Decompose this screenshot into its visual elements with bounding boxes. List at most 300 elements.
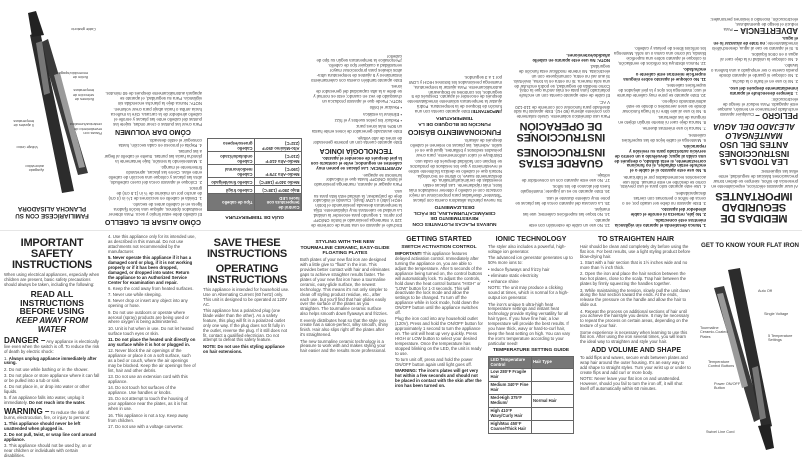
getting-started-column bbox=[395, 234, 483, 390]
heading bbox=[395, 245, 483, 251]
paragraph bbox=[512, 99, 610, 119]
paragraph bbox=[310, 105, 402, 110]
table-row bbox=[208, 152, 302, 165]
paragraph bbox=[4, 396, 100, 406]
text-segment: 5. Si el aparato se cae al agua, desenchúfelo inmediatamente; bbox=[712, 40, 798, 51]
table-header-row bbox=[489, 356, 574, 369]
tecnologia-column bbox=[310, 51, 402, 227]
text-segment: El cabello debe estar limpio y seco. Para obtener resultados óptimos, aplique una loción fijadora ligera en el cabello antes de secarlo. bbox=[108, 202, 202, 217]
text-segment: NOTE: Never leave your flat iron on and unattended. However, should you fail to turn the iron off, it will shut itself off automatically within 60 minutes. bbox=[580, 376, 683, 392]
table-cell: Cabello medio/normal bbox=[208, 165, 255, 178]
text-segment: INSTRUCCIONES DE OPERACIÓN bbox=[516, 120, 606, 144]
table-cell: Medio 340°F (168°C) bbox=[255, 177, 302, 185]
table-row bbox=[208, 177, 302, 185]
swivel-cord bbox=[758, 424, 774, 450]
text-segment: 8. Never drop or insert any object into any opening or hose. bbox=[108, 298, 188, 309]
text-segment: 15. La carcasa del aparato cerca de las placas se pone muy caliente durante el uso. bbox=[515, 195, 610, 206]
text-segment: When using electrical appliances, especially when children are present, basic safety precautions should always be taken, including the following: bbox=[4, 272, 100, 287]
text-segment: 11. Do not place the heated unit directly on any surface while it is hot or plugged in. bbox=[108, 336, 196, 347]
paragraph bbox=[104, 90, 202, 105]
text-segment: CÓMO ALISAR EL CABELLO bbox=[104, 218, 202, 225]
heading bbox=[203, 264, 291, 286]
text-segment: MEDIDAS DE SEGURIDAD IMPORTANTES bbox=[715, 190, 793, 224]
text-segment: 4. Repita el proceso en cada sección, hasta conseguir el estilo deseado. bbox=[118, 137, 202, 148]
heading bbox=[4, 238, 100, 271]
table-cell bbox=[531, 420, 574, 433]
label-temp-buttons: Temperature Control Buttons bbox=[708, 360, 735, 369]
paragraph bbox=[710, 62, 798, 77]
text-segment: The iron's unique 5 ultra-high heat temperature settings and instant heat technology provide styling versatility for all hair types. If you have fine hair, a low temperature will provide the best results. If you have thick, wavy or hard-to-curl hair, keep the heat setting on high. You can vary the iron's temperature according to your particular need! bbox=[488, 301, 571, 346]
text-segment: 3. This appliance should not be used by, on or near children or individuals with certain disabilities. bbox=[4, 443, 92, 459]
column-header: Hair Type bbox=[531, 356, 574, 369]
paragraph bbox=[300, 258, 390, 317]
text-segment: STYLING WITH THE NEW TOURMALINE CERAMIC, EASY-GLIDE FLOATING PLATES bbox=[300, 240, 390, 257]
paragraph bbox=[512, 184, 610, 194]
text-segment: 16. Este aparato no es un juguete; manténgalo fuera del alcance de los niños. bbox=[520, 184, 610, 195]
paragraph bbox=[407, 137, 502, 157]
text-segment: Al usar aparatos eléctricos, especialmente en presencia de niños, siempre se deben tomar precauciones básicas de seguridad, entre ellas las siguientes: bbox=[711, 169, 798, 189]
paragraph bbox=[4, 357, 100, 367]
text-segment: The styler also includes a powerful, high-voltage ion generator. bbox=[488, 244, 566, 254]
text-segment: GUÍA DE TEMPERATURA bbox=[225, 214, 284, 219]
heading bbox=[4, 290, 100, 316]
text-segment: LEA TODAS LAS INSTRUCCIONES ANTES DEL USO bbox=[718, 139, 790, 168]
paragraph bbox=[4, 422, 100, 432]
text-segment: Enchufe el aparato en una toma de corriente de 120 V. Mantenga presionado el botón ON/OFF por aprox. 1 segundo para encender la unidad. La unidad se calentará muy rápidamente. Elija la temperatura deseada presionando el botón HIGH (alto) o LOW (bajo). Cuando el indicador deje de parpadear, la unidad está lista para su uso. bbox=[310, 188, 402, 228]
label-cord: Cable giratorio bbox=[71, 27, 96, 31]
text-segment: Cualquier aparato enchufado permanece en tensión, aunque esté apagado. Para reducir el riesgo de electrocución: bbox=[717, 96, 798, 117]
paragraph bbox=[614, 132, 706, 142]
paragraph bbox=[104, 137, 202, 147]
table-header-row bbox=[208, 193, 302, 211]
text-segment: TECNOLOGÍA IÓNICA bbox=[319, 146, 393, 154]
table-cell bbox=[531, 369, 574, 382]
text-segment: Always unplug appliance immediately after using. bbox=[4, 355, 97, 366]
text-segment: NOTE: Do not use this styling appliance on hair extensions. bbox=[203, 343, 285, 354]
column-header: Tipo de cabello bbox=[208, 193, 255, 211]
text-segment: 1. bbox=[793, 90, 798, 96]
text-segment: 17. No use este aparato con un convertidor de voltaje. bbox=[521, 173, 610, 184]
text-segment: Distribuye el calor uniformemente, para crear peinados sedosos y brillantes, igual que en el salón. Además, las placas no retienen el cabello después de alisarlo. bbox=[410, 137, 502, 158]
heading bbox=[395, 236, 483, 244]
text-segment: This appliance has a polarized plug (one blade wider than the other). As a safety feature, this plug will fit in a polarized outlet only one way. If the plug does not fit fully in the outlet, reverse the plug. If it still does not fit, contact a qualified electrician. Do not attempt to defeat this safety feature. bbox=[203, 308, 288, 343]
table-cell: Medium 340°F Fine Hair bbox=[489, 382, 532, 395]
table-row bbox=[489, 420, 574, 433]
text-segment: 2. Do not use while bathing or in the shower. bbox=[4, 366, 89, 372]
paragraph bbox=[4, 368, 100, 373]
paragraph bbox=[4, 408, 100, 421]
paragraph bbox=[4, 273, 100, 288]
text-segment: Do not reach into the water. bbox=[29, 400, 86, 406]
heading bbox=[104, 127, 202, 135]
heading bbox=[407, 204, 502, 226]
table-cell: Cabello fino/delgado bbox=[208, 177, 255, 185]
paragraph bbox=[512, 52, 610, 62]
text-segment: Para uso doméstico solamente. Úselo solamente con corriente alterna (60 Hz). Este aparato ha sido diseñado para funcionar con corriente de 110-120 V AC. bbox=[513, 99, 610, 120]
text-segment: 5. If an appliance falls into water, unplug it immediately. bbox=[4, 395, 84, 406]
table-row bbox=[489, 369, 574, 382]
table-cell: Bajo 280°F (138°C) bbox=[255, 185, 302, 193]
safety-column bbox=[4, 234, 100, 460]
heading bbox=[710, 122, 798, 139]
heading bbox=[203, 238, 291, 260]
paragraph bbox=[488, 256, 574, 266]
paragraph bbox=[108, 299, 196, 309]
column-header: LED Temperature Control bbox=[489, 356, 532, 369]
heading bbox=[407, 115, 502, 126]
paragraph bbox=[512, 63, 610, 97]
medidas-items-column bbox=[614, 44, 706, 228]
paragraph bbox=[710, 35, 798, 50]
label-auto-off: Apagado automático bbox=[25, 163, 44, 172]
table-cell: Normal Hair bbox=[531, 395, 574, 408]
text-segment: 2. No jale, retuerza ni enrolle el cable alrededor del aparato. bbox=[630, 206, 706, 217]
paragraph bbox=[614, 66, 706, 81]
text-segment: 7. Nunca lo use mientras duerme. bbox=[641, 126, 706, 132]
paragraph bbox=[407, 158, 502, 202]
text-segment: no trate de alcanzar lo en el agua. bbox=[713, 36, 798, 46]
text-segment: GETTING STARTED bbox=[406, 236, 472, 243]
paragraph bbox=[614, 174, 706, 189]
text-segment: Su nueva plancha alisadora cuenta con placas "flotantes" diseñadas para proporcionar un mejor contacto con el cabello y obtener resultados más lisos, más rápidamente. Las placas están revestidas de cerámica/turmalina, de deslizamiento suave, lo último en tecnología. Notará que el cabello se desliza fácilmente sobre el revestimiento y que los residuos de productos se limpian con facilidad después de cada uso. bbox=[408, 158, 502, 204]
paragraph bbox=[108, 425, 196, 430]
text-segment: NOTA: Puede que el aparato produzca un chasquido de vez en cuando; esto es normal y se debe a la alta capacidad del generador de iones. bbox=[313, 84, 402, 105]
text-segment: Para apagar el aparato, mantenga presionado el botón ON/OFF hasta que el indicador luminoso se apague. bbox=[314, 172, 402, 188]
text-segment: Any appliance is electrically live even when the switch is off. To reduce the risk of death by electric shock: bbox=[4, 339, 100, 355]
text-segment: Hair should be clean and completely dry before using the flat iron. For best results, use a light styling product before blow-drying hair. bbox=[580, 244, 691, 259]
medidas-column bbox=[710, 15, 798, 227]
paragraph bbox=[710, 16, 798, 34]
table-cell: Cabello grueso/espeso bbox=[208, 139, 255, 152]
column-header: Control de temperatura con luces LED bbox=[255, 193, 302, 211]
text-segment: WARNING – bbox=[4, 406, 50, 416]
paragraph bbox=[395, 358, 483, 368]
paragraph bbox=[104, 201, 202, 216]
paragraph bbox=[614, 125, 706, 130]
text-segment: 3. No coloque ni guarde el aparato donde pueda caerse o ser empujado a una bañera o lavabo. bbox=[711, 63, 798, 79]
text-segment: 9. Do not use outdoors or operate where aerosol (spray) products are being used or where oxygen is being administered. bbox=[108, 309, 189, 325]
text-segment: ADD VOLUME AND SHAPE bbox=[591, 347, 681, 355]
paragraph bbox=[488, 245, 574, 255]
text-segment: To reduce the risk of burns, electrocution, fire, or injury to persons: bbox=[4, 409, 90, 420]
diagram-title: GET TO KNOW YOUR FLAT IRON bbox=[701, 242, 799, 249]
ionic-text bbox=[488, 236, 574, 354]
paragraph bbox=[580, 261, 692, 271]
styling-column bbox=[300, 239, 390, 356]
paragraph bbox=[395, 369, 483, 389]
heading bbox=[580, 236, 692, 244]
paragraph bbox=[108, 397, 196, 412]
flat-iron-illustration bbox=[2, 3, 102, 203]
paragraph bbox=[104, 148, 202, 163]
paragraph bbox=[488, 303, 574, 347]
paragraph bbox=[108, 386, 196, 396]
text-segment: FUNCIÓN DE BLOQUEO DE LA TEMPERATURA bbox=[418, 115, 491, 126]
label-auto-off: Auto Off bbox=[758, 289, 772, 293]
text-segment: 7. Never use while sleeping. bbox=[108, 292, 162, 298]
text-segment: 1. Divida el cabello en secciones de 1½ in (4 cm) de ancho por un máximo de ½ in (1.5 cm) de grosor. bbox=[108, 185, 202, 201]
heading bbox=[310, 146, 402, 154]
paragraph bbox=[310, 123, 402, 133]
text-segment: NOTA: Nunca deje la plancha encendida sin vigilancia. Para su seguridad, el aparato se apagará automáticamente después de 60 minutos. bbox=[105, 90, 202, 106]
text-segment: ADVERTENCIA: Las placas se ponen muy calientes en segundos; evite el contacto con la piel después de encender el aparato. bbox=[310, 156, 402, 172]
label-single-voltage: Single Voltage bbox=[764, 312, 789, 316]
paragraph bbox=[407, 74, 502, 113]
text-segment: 16. This appliance is not a toy. Keep away from children. bbox=[108, 412, 189, 423]
text-segment: Plug the iron cord into any household outlet (120V). Press and hold the ON/OFF button for approximately 1 second to turn the appliance on. The unit will heat up very quickly. Press HIGH or LOW button to select your desired temperature. Once the temperature has stopped blinking on the LED, the unit is ready to use. bbox=[395, 316, 483, 356]
text-segment: 15. Do not attempt to touch the housing of your appliance near the plates, as it is hot when in use. bbox=[108, 396, 189, 412]
paragraph bbox=[614, 98, 706, 113]
text-segment: • Reducir los pelos sueltos y el frizz bbox=[334, 118, 402, 124]
text-segment: 11. No coloque el aparato sobre ninguna superficie mientras esté caliente o enchufado. bbox=[623, 66, 706, 82]
text-segment: 2. Open the iron and place the hair section between the two hot plates, close to the scalp. Trap hair between the plates by firmly squeezing the handles together. bbox=[580, 271, 687, 287]
paragraph bbox=[614, 206, 706, 216]
text-segment: • enhance shine bbox=[488, 279, 519, 285]
text-segment: 9. No lo use al aire libre ni lo haga funcionar donde se usen aerosoles o donde se esté administrando oxígeno. bbox=[622, 99, 706, 114]
text-segment: SWITCH ACTIVATION CONTROL bbox=[401, 245, 477, 251]
text-segment: DANGER – bbox=[4, 336, 46, 346]
text-segment: 12. Nunca obstruya los orificios de ventilación, ni coloque el aparato sobre una superficie blanda, tal como una cama o un sofá. Mantenga los orificios libres de pelusa y cabello. bbox=[614, 45, 706, 66]
paragraph bbox=[108, 349, 196, 374]
text-segment: • Realzar el brillo bbox=[369, 105, 402, 111]
heading bbox=[488, 348, 574, 354]
text-segment: 4. No coloque la unidad ni la deje caer al agua o en otros líquidos. bbox=[720, 52, 798, 63]
paragraph bbox=[710, 168, 798, 188]
heading bbox=[4, 317, 100, 334]
paragraph bbox=[614, 190, 706, 205]
text-segment: Para crear las puntas o crear ondas, sujete las puntas del cabello entre las placas y enrolle el cabello alrededor de la carcasa. Gire la muñeca hacia arriba o hacia abajo para crear volumen. bbox=[110, 106, 202, 127]
table-row bbox=[208, 185, 302, 193]
text-segment: ADVERTENCIA – bbox=[733, 25, 798, 35]
text-segment: 10. Este aparato se pone muy caliente durante el uso; mantenga los ojos y la piel alejados de superficies calientes. bbox=[616, 82, 706, 98]
text-segment: 17. Do not use with a voltage converter. bbox=[108, 423, 184, 429]
paragraph bbox=[614, 45, 706, 65]
paragraph bbox=[580, 331, 692, 346]
english-panel bbox=[0, 231, 802, 461]
tabla-temperatura bbox=[207, 138, 302, 211]
heading bbox=[300, 240, 390, 257]
text-segment: IMPORTANT SAFETY INSTRUCTIONS bbox=[11, 237, 93, 271]
table-cell: Low 280°F Fragile Hair bbox=[489, 369, 532, 382]
paragraph bbox=[614, 82, 706, 97]
paragraph bbox=[710, 79, 798, 84]
table-cell bbox=[531, 407, 574, 420]
guia-title bbox=[207, 213, 302, 219]
text-segment: 1. Start with a hair section that is 1½ inches wide and no more than ½ inch thick. bbox=[580, 260, 688, 271]
funcionamiento-column bbox=[407, 73, 502, 227]
paragraph bbox=[580, 310, 692, 330]
paragraph bbox=[310, 172, 402, 187]
paragraph bbox=[310, 111, 402, 116]
paragraph bbox=[395, 317, 483, 356]
label-temp-settings: 5 Temperature Settings bbox=[768, 334, 793, 343]
label-single-voltage: Voltaje único bbox=[16, 145, 38, 149]
paragraph bbox=[4, 337, 100, 355]
text-segment: Some experience is necessary when learning to use this flat iron. After using the iron several times, you will learn the ideal way to straighten and style your hair. bbox=[580, 329, 688, 345]
text-segment: 1. Nunca desatienda el aparato sin vigilancia mientras esté conectado. bbox=[614, 218, 706, 228]
text-segment: The advanced ion generator generates up to 50% more ions to: bbox=[488, 255, 573, 266]
text-segment: 3. Do not place or store appliance where it can fall or be pulled into a tub or sink. bbox=[4, 373, 100, 383]
label-temp-buttons: Botones de selección de temperatura bbox=[72, 88, 94, 101]
text-segment: KEEP AWAY FROM WATER bbox=[15, 316, 88, 334]
table-cell: Medio-Alto 410°F (210°C) bbox=[255, 152, 302, 165]
table-cell: Cabello frágil bbox=[208, 185, 255, 193]
heading bbox=[407, 127, 502, 135]
label-temp-settings: 5 ajustes de temperatura bbox=[13, 118, 34, 127]
text-segment: • Eliminar la estática bbox=[363, 111, 402, 117]
label-power: Power ON/OFF Button bbox=[714, 382, 741, 391]
table-cell: Med-High 375°F Medium/ bbox=[489, 395, 532, 408]
text-segment: 5. No use este aparato si el cable o el enchufe están dañados, si no funciona correctamente, si está dañado, o después de una caída al agua; devuélvalo a un centro de servicio autorizado para su revisión y reparación. bbox=[614, 143, 706, 174]
heading bbox=[512, 120, 610, 142]
paragraph bbox=[108, 338, 196, 348]
paragraph bbox=[512, 217, 610, 227]
text-segment: • reduce flyaways and frizzy hair bbox=[488, 266, 550, 272]
text-segment: TEMPERATURE SETTING GUIDE bbox=[492, 348, 570, 354]
paragraph bbox=[108, 235, 196, 255]
text-segment: Both plates of your new flat iron are designed with a little give to "float" in the iron. This provides better contact with hair and eliminates gaps to achieve straighter results faster. The plates of your new flat iron have a tourmaline ceramic, easy-glide surface, the newest technology. This means it's not only simpler to clean off styling product residue, etc., after each use, but you'll find that hair glides easily over the surface of the plates as you straighten. The tourmaline ceramic surface also helps smooth down flyaways and frizzies. bbox=[300, 257, 390, 317]
text-segment: PELIGRO – bbox=[755, 110, 798, 120]
text-segment: 4. Use este aparato solo para el uso previsto, como se describe en este manual. Solo use accesorios recomendados por el fabricante. bbox=[619, 174, 706, 190]
heading bbox=[710, 190, 798, 223]
heading bbox=[207, 213, 302, 219]
text-segment: CÓMO DAR VOLUMEN bbox=[115, 127, 191, 135]
paragraph bbox=[104, 106, 202, 126]
operating-column bbox=[203, 234, 291, 356]
table-row bbox=[489, 407, 574, 420]
paragraph bbox=[395, 252, 483, 316]
paragraph bbox=[4, 444, 100, 459]
text-segment: 1. bbox=[4, 355, 9, 361]
paragraph bbox=[108, 287, 196, 292]
text-segment: NUEVAS PLACAS FLOTANTES CON REVESTIMIENTO DE CERÁMICA/TURMALINA, DE FÁCIL DESLIZAMIENTO bbox=[412, 204, 497, 226]
ionic-column bbox=[488, 234, 574, 434]
heading bbox=[488, 236, 574, 244]
text-segment: 10. Unit is hot when in use. Do not let heated surface touch eyes or skin. bbox=[108, 325, 194, 336]
text-segment: 2. Coloque el aparato cerca del cuero cabelludo, abra las placas y coloque una sección de cabello entre ellas. Cierre las placas, apretando firmemente el mango. bbox=[108, 164, 202, 185]
paragraph bbox=[710, 85, 798, 95]
label-cord: Swivel Line Cord bbox=[706, 430, 735, 434]
plancha-diagram bbox=[2, 2, 102, 227]
text-segment: The new tourmaline ceramic technology is a pleasure to work with and makes styling your hair easier and the results more professional. bbox=[300, 338, 386, 354]
text-segment: Este avanzado generador de iones emite hasta un 50% más iones para: bbox=[311, 124, 402, 135]
paragraph bbox=[203, 288, 291, 308]
paragraph bbox=[580, 272, 692, 287]
diagram-title: FAMILIARÍCESE CON SU PLANCHA ALISADORA bbox=[15, 205, 89, 219]
table-cell: High/Max 450°F Coarse/Thick Hair bbox=[489, 420, 532, 433]
text-segment: 6. Keep the cord away from heated surfaces. bbox=[108, 285, 194, 291]
table-cell: Cabello ondulado/rizado bbox=[208, 152, 255, 165]
text-segment: 1. This appliance should never be left unattended when plugged in. bbox=[4, 420, 81, 431]
paragraph bbox=[614, 114, 706, 124]
text-segment: El cable de este aparato cuenta con un enchufe polarizado (una pata es más ancha que la otra). Como medida de seguridad, se podrá enchufar de una sola manera. Si no entra en la toma, inviértalo. Si aun así no entra, comuníquese con un electricista. No intente modificar esta función de seguridad. bbox=[512, 63, 610, 99]
table-row bbox=[489, 395, 574, 408]
paragraph bbox=[310, 156, 402, 171]
text-segment: 3. Este aparato no debe ser usado por, en o cerca de niños o personas con ciertas discapacidades. bbox=[622, 190, 706, 206]
paragraph bbox=[310, 53, 402, 82]
text-segment: 2. No lo use en el baño o la ducha. bbox=[731, 79, 798, 85]
text-segment: Este aparato cuenta con un potente generador de iones de alto voltaje. bbox=[313, 135, 402, 146]
text-segment: MANTÉNGALO ALEJADO DEL AGUA bbox=[713, 122, 795, 140]
paragraph bbox=[614, 217, 706, 227]
table-row bbox=[208, 165, 302, 178]
paragraph bbox=[580, 245, 692, 260]
alisar-column bbox=[104, 89, 202, 227]
paragraph bbox=[580, 377, 692, 392]
label-plates: Tourmaline Ceramic-Coated Plates bbox=[700, 326, 728, 339]
text-segment: 13. Do not use an extension cord with this appliance. bbox=[108, 374, 188, 384]
text-segment: It evenly distributes heat so that the style you create has a salon-perfect, silky smooth, shiny finish. Hair also slips right off the plates after it's straightened. bbox=[300, 317, 389, 338]
text-segment: Este aparato cuenta con una función de bloqueo de la temperatura. Podrá ajustar la temperatura solamente inmediatamente después de encender el aparato. Después de 5 segundos, los controles se bloquearán automáticamente. Para ajustar la temperatura, mantenga presionados los botones HIGH y LOW por 1 a 3 segundos. bbox=[407, 74, 502, 115]
text-segment: 5. Never operate this appliance if it has a damaged cord or plug, if it is not working properly or if it has been dropped, damaged, or dropped into water. Return the appliance to an Authorized Service Center for examination and repair. bbox=[108, 255, 193, 285]
paragraph bbox=[488, 280, 574, 285]
text-segment: 3. While maintaining the tension, slowly pull the unit down along the hair section toward the ends. At the ends, release the pressure on the handle and allow the hair to slide out. bbox=[580, 287, 690, 308]
paragraph bbox=[203, 345, 291, 355]
paragraph bbox=[512, 195, 610, 205]
text-segment: Este aparato también cuenta con calentamiento instantáneo y 5 ajustes de temperatura ultra-altos ideales para proporcionar mayor versatilidad a cualquier tipo de cabello. ¡Personalice la temperatura según su tipo de cabello! bbox=[310, 53, 402, 84]
operacion-column bbox=[512, 50, 610, 227]
page-fold bbox=[0, 230, 802, 231]
flat-iron-illustration bbox=[700, 258, 800, 458]
text-segment: NOTA: No use este aparato en cabello añadido/extensiones. bbox=[532, 52, 610, 63]
paragraph bbox=[710, 51, 798, 61]
table-row bbox=[489, 382, 574, 395]
text-segment: To add flips and waves, secure ends between plates and wrap hair around the outer housing. It's an easy way to add shape to straight styles. Turn your wrist up or under to create flips and add curl or more body. bbox=[580, 355, 691, 376]
label-power: Botón de encendido/apagado bbox=[54, 70, 88, 79]
paragraph bbox=[512, 206, 610, 216]
text-segment: TO STRAIGHTEN HAIR bbox=[597, 236, 675, 243]
text-segment: NOTE: The unit may produce a clicking sound at times, which is normal for a high-output ion generator. bbox=[488, 285, 569, 301]
guia-column bbox=[207, 138, 302, 220]
straighten-column bbox=[580, 234, 692, 393]
text-segment: 13. No use un cable de extensión con este aparato. bbox=[528, 218, 610, 228]
text-segment: READ ALL INSTRUCTIONS BEFORE USING bbox=[19, 288, 85, 317]
paragraph bbox=[512, 172, 610, 182]
paragraph bbox=[108, 311, 196, 326]
text-segment: 4. Repeat the process on additional sections of hair until you achieve the hairstyle you desire. It may be necessary to repeat the process on certain areas, depending on the texture of your hair. bbox=[580, 308, 690, 329]
table-cell: Medio-Alto 375°F (190°C) bbox=[255, 165, 302, 178]
paragraph bbox=[310, 135, 402, 145]
heading bbox=[710, 140, 798, 166]
text-segment: GUARDE ESTAS INSTRUCCIONES bbox=[516, 146, 606, 170]
paragraph bbox=[108, 293, 196, 298]
text-segment: IONIC TECHNOLOGY bbox=[495, 236, 567, 243]
paragraph bbox=[300, 319, 390, 339]
paragraph bbox=[104, 164, 202, 184]
table-cell: High 410°F Wavy/Curly Hair bbox=[489, 407, 532, 420]
paragraph bbox=[300, 340, 390, 355]
safety-items-column bbox=[108, 235, 196, 431]
paragraph bbox=[4, 385, 100, 395]
label-plates: Placas con revestimiento de cerámica/turmalina bbox=[69, 122, 102, 135]
paragraph bbox=[310, 84, 402, 104]
text-segment: 12. Never block the air openings of the appliance or place it on a soft surface, such as a bed or couch, where the air openings may be blocked. Keep the air openings free of lint, hair and other debris. bbox=[108, 348, 196, 373]
text-segment: 4. Do not place in, or drop into water or other liquids. bbox=[4, 384, 90, 395]
paragraph bbox=[710, 96, 798, 119]
paragraph bbox=[104, 185, 202, 200]
text-segment: Siempre desenchufe el aparato inmediatamente después del uso. bbox=[729, 85, 798, 96]
text-segment: 6. Mantenga el cable lejos de las superficies calientes. bbox=[621, 132, 706, 143]
paragraph bbox=[310, 117, 402, 122]
paragraph bbox=[108, 414, 196, 424]
temperature-table bbox=[488, 356, 574, 434]
text-segment: This appliance is intended for household use. Use on Alternating Current (60 hertz) only. This unit is designed to be operated at 120V AC. bbox=[203, 287, 290, 307]
paragraph bbox=[488, 274, 574, 279]
paragraph bbox=[310, 188, 402, 227]
heading bbox=[104, 217, 202, 225]
text-segment: Para reducir el riesgo de quemaduras, electrocución, incendio o lesiones personales: bbox=[710, 16, 798, 32]
text-segment: ¡IMPORTANTE! bbox=[471, 109, 502, 115]
